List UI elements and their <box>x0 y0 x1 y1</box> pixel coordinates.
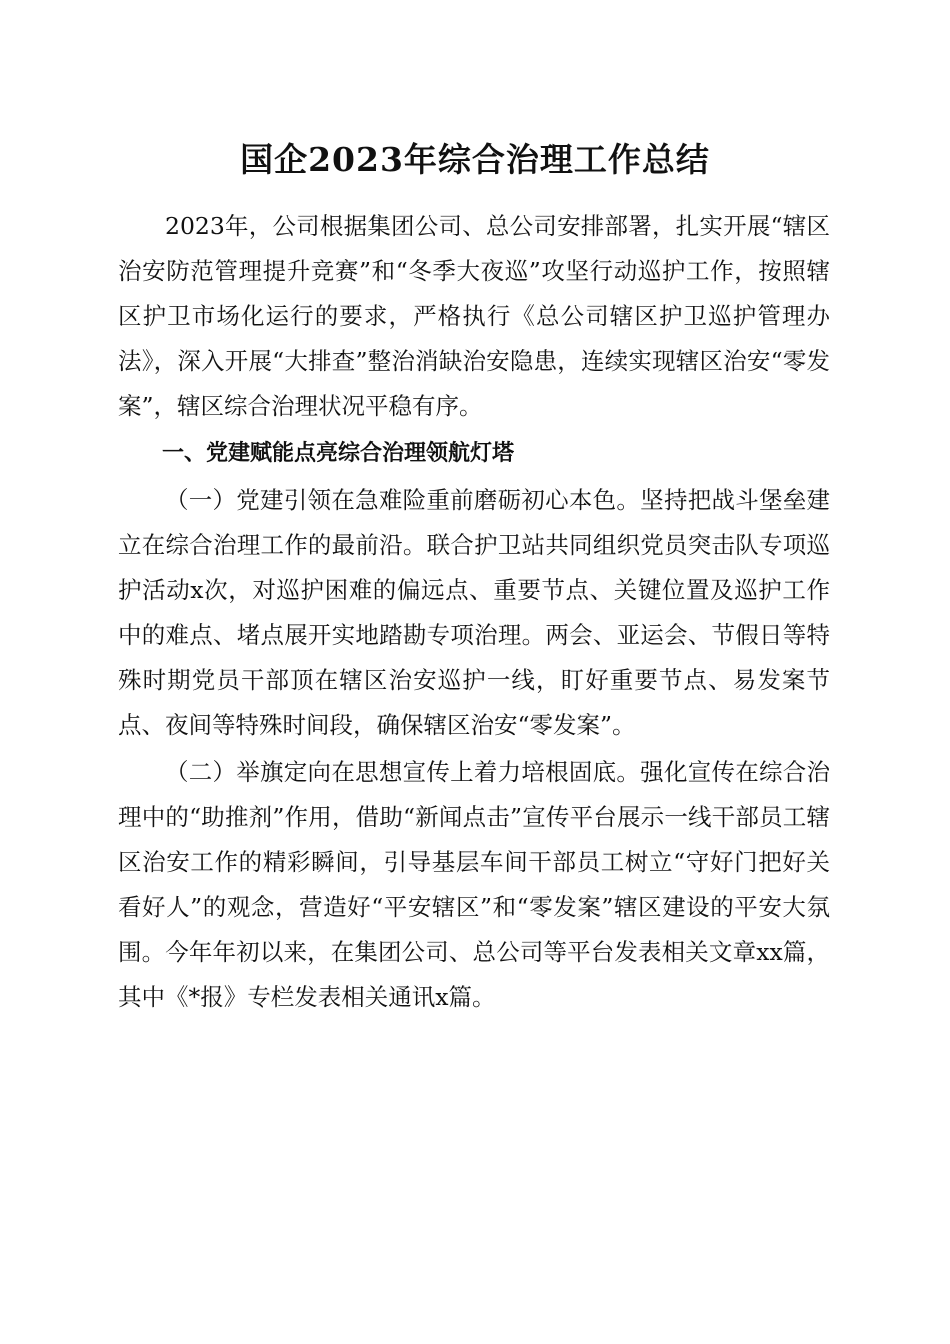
subsection-paragraph-2: （二）举旗定向在思想宣传上着力培根固底。强化宣传在综合治理中的“助推剂”作用，借助“新闻点击”宣传平台展示一线干部员工辖区治安工作的精彩瞬间，引导基层车间干部员工树立“守好门把好关看好人”的观念，营造好“平安辖区”和“零发案”辖区建设的平安大氛围。今年年初以来，在集团公司、总公司等平台发表相关文章xx篇，其中《*报》专栏发表相关通讯x篇。 <box>118 758 830 1011</box>
document-body <box>118 204 830 1020</box>
document-title: 国企2023年综合治理工作总结 <box>240 140 710 179</box>
intro-paragraph: 2023年，公司根据集团公司、总公司安排部署，扎实开展“辖区治安防范管理提升竞赛”和“冬季大夜巡”攻坚行动巡护工作，按照辖区护卫市场化运行的要求，严格执行《总公司辖区护卫巡护管理办法》，深入开展“大排查”整治消缺治安隐患，连续实现辖区治安“零发案”，辖区综合治理状况平稳有序。 <box>118 212 830 420</box>
subsection-paragraph-1: （一）党建引领在急难险重前磨砺初心本色。坚持把战斗堡垒建立在综合治理工作的最前沿。联合护卫站共同组织党员突击队专项巡护活动x次，对巡护困难的偏远点、重要节点、关键位置及巡护工作中的难点、堵点展开实地踏勘专项治理。两会、亚运会、节假日等特殊时期党员干部顶在辖区治安巡护一线，盯好重要节点、易发案节点、夜间等特殊时间段，确保辖区治安“零发案”。 <box>118 486 830 739</box>
section-heading: 一、党建赋能点亮综合治理领航灯塔 <box>162 441 515 466</box>
